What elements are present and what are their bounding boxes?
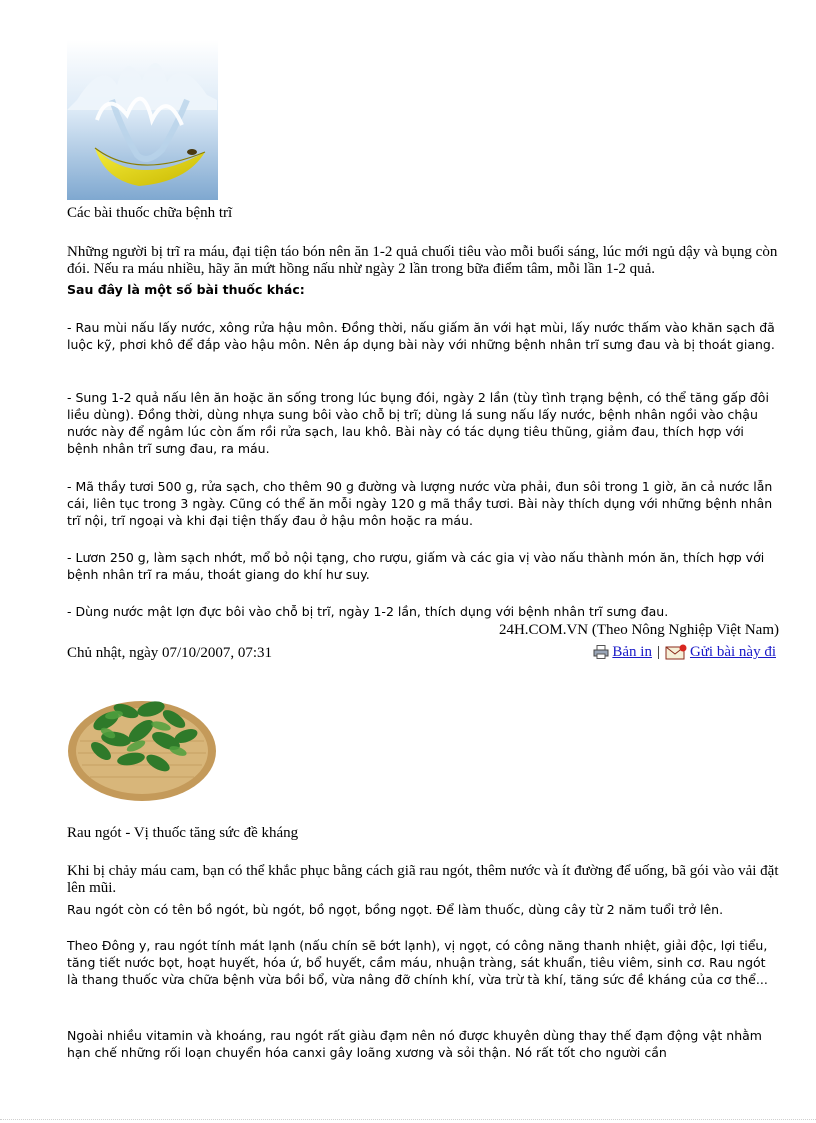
rau-ngot-image [66,681,218,806]
send-article-link[interactable]: Gửi bài này đi [689,644,776,660]
article1-intro: Những người bị trĩ ra máu, đại tiện táo bón nên ăn 1-2 quả chuối tiêu vào mỗi buổi sáng, lúc mới ngủ dậy và bụng còn đói. Nếu ra máu nhiều, hãy ăn mứt hồng nấu nhừ ngày 2 lần trong bữa điểm tâm, mỗi lần 1-2 quả. [67,244,778,277]
remedy-paragraph: - Lươn 250 g, làm sạch nhớt, mổ bỏ nội tạng, cho rượu, giấm và các gia vị vào nấu thành món ăn, thích hợp với bệnh nhân trĩ ra máu, thoát giang do khí hư suy. [67,550,765,582]
page-bottom-divider [0,1119,816,1120]
remedy-paragraph: - Dùng nước mật lợn đực bôi vào chỗ bị trĩ, ngày 1-2 lần, thích dụng với bệnh nhân trĩ sưng đau. [67,604,669,619]
article-actions [593,643,776,661]
article1-title: Các bài thuốc chữa bệnh trĩ [67,205,233,221]
print-link[interactable]: Bản in [612,644,652,660]
envelope-icon[interactable] [665,644,687,660]
article2-paragraph: Ngoài nhiều vitamin và khoáng, rau ngót rất giàu đạm nên nó được khuyên dùng thay thế đạm động vật nhằm hạn chế những rối loạn chuyển hóa canxi gây loãng xương và sỏi thận. Nó rất tốt cho người cần [67,1028,762,1060]
remedy-paragraph: - Rau mùi nấu lấy nước, xông rửa hậu môn. Đồng thời, nấu giấm ăn với hạt mùi, lấy nước thấm vào khăn sạch đã luộc kỹ, phơi khô để đắp vào hậu môn. Nên áp dụng bài này với những bệnh nhân trĩ sưng đau và bị thoát giang. [67,320,775,352]
article1-subheading: Sau đây là một số bài thuốc khác: [67,282,305,297]
article2-paragraph: Rau ngót còn có tên bồ ngót, bù ngót, bồ ngọt, bồng ngọt. Để làm thuốc, dùng cây từ 2 năm tuổi trở lên. [67,902,724,917]
banana-splash-image [67,40,218,200]
action-separator: | [656,644,660,660]
printer-icon[interactable] [593,645,609,659]
article2-paragraph: Theo Đông y, rau ngót tính mát lạnh (nấu chín sẽ bớt lạnh), vị ngọt, có công năng thanh nhiệt, giải độc, lợi tiểu, tăng tiết nước bọt, hoạt huyết, hóa ứ, bổ huyết, cầm máu, nhuận tràng, sát khuẩn, tiêu viêm, sinh cơ. Rau ngót là thang thuốc vừa chữa bệnh vừa bồi bổ, vừa nâng đỡ chính khí, vừa trừ tà khí, tăng sức đề kháng của cơ thể... [67,938,768,987]
article2-intro: Khi bị chảy máu cam, bạn có thể khắc phục bằng cách giã rau ngót, thêm nước và ít đường để uống, bã gói vào vải đặt lên mũi. [67,863,779,896]
article1-source: 24H.COM.VN (Theo Nông Nghiệp Việt Nam) [498,622,779,638]
remedy-paragraph: - Mã thầy tươi 500 g, rửa sạch, cho thêm 90 g đường và lượng nước vừa phải, đun sôi trong 1 giờ, ăn cả nước lẫn cái, liên tục trong 3 ngày. Cũng có thể ăn mỗi ngày 120 g mã thầy tươi. Bài này thích dụng với những bệnh nhân trĩ nội, trĩ ngoại và khi đại tiện thấy đau ở hậu môn hoặc ra máu. [67,479,773,528]
article1-date: Chủ nhật, ngày 07/10/2007, 07:31 [67,645,272,661]
article2-title: Rau ngót - Vị thuốc tăng sức đề kháng [67,825,299,841]
remedy-paragraph: - Sung 1-2 quả nấu lên ăn hoặc ăn sống trong lúc bụng đói, ngày 2 lần (tùy tình trạng bệnh, có thể tăng gấp đôi liều dùng). Đồng thời, dùng nhựa sung bôi vào chỗ bị trĩ; dùng lá sung nấu lấy nước, bệnh nhân ngồi vào chậu nước này để ngâm lúc còn ấm rồi rửa sạch, lau khô. Bài này có tác dụng tiêu thũng, giảm đau, thích hợp với bệnh nhân trĩ sưng đau, ra máu. [67,390,769,456]
